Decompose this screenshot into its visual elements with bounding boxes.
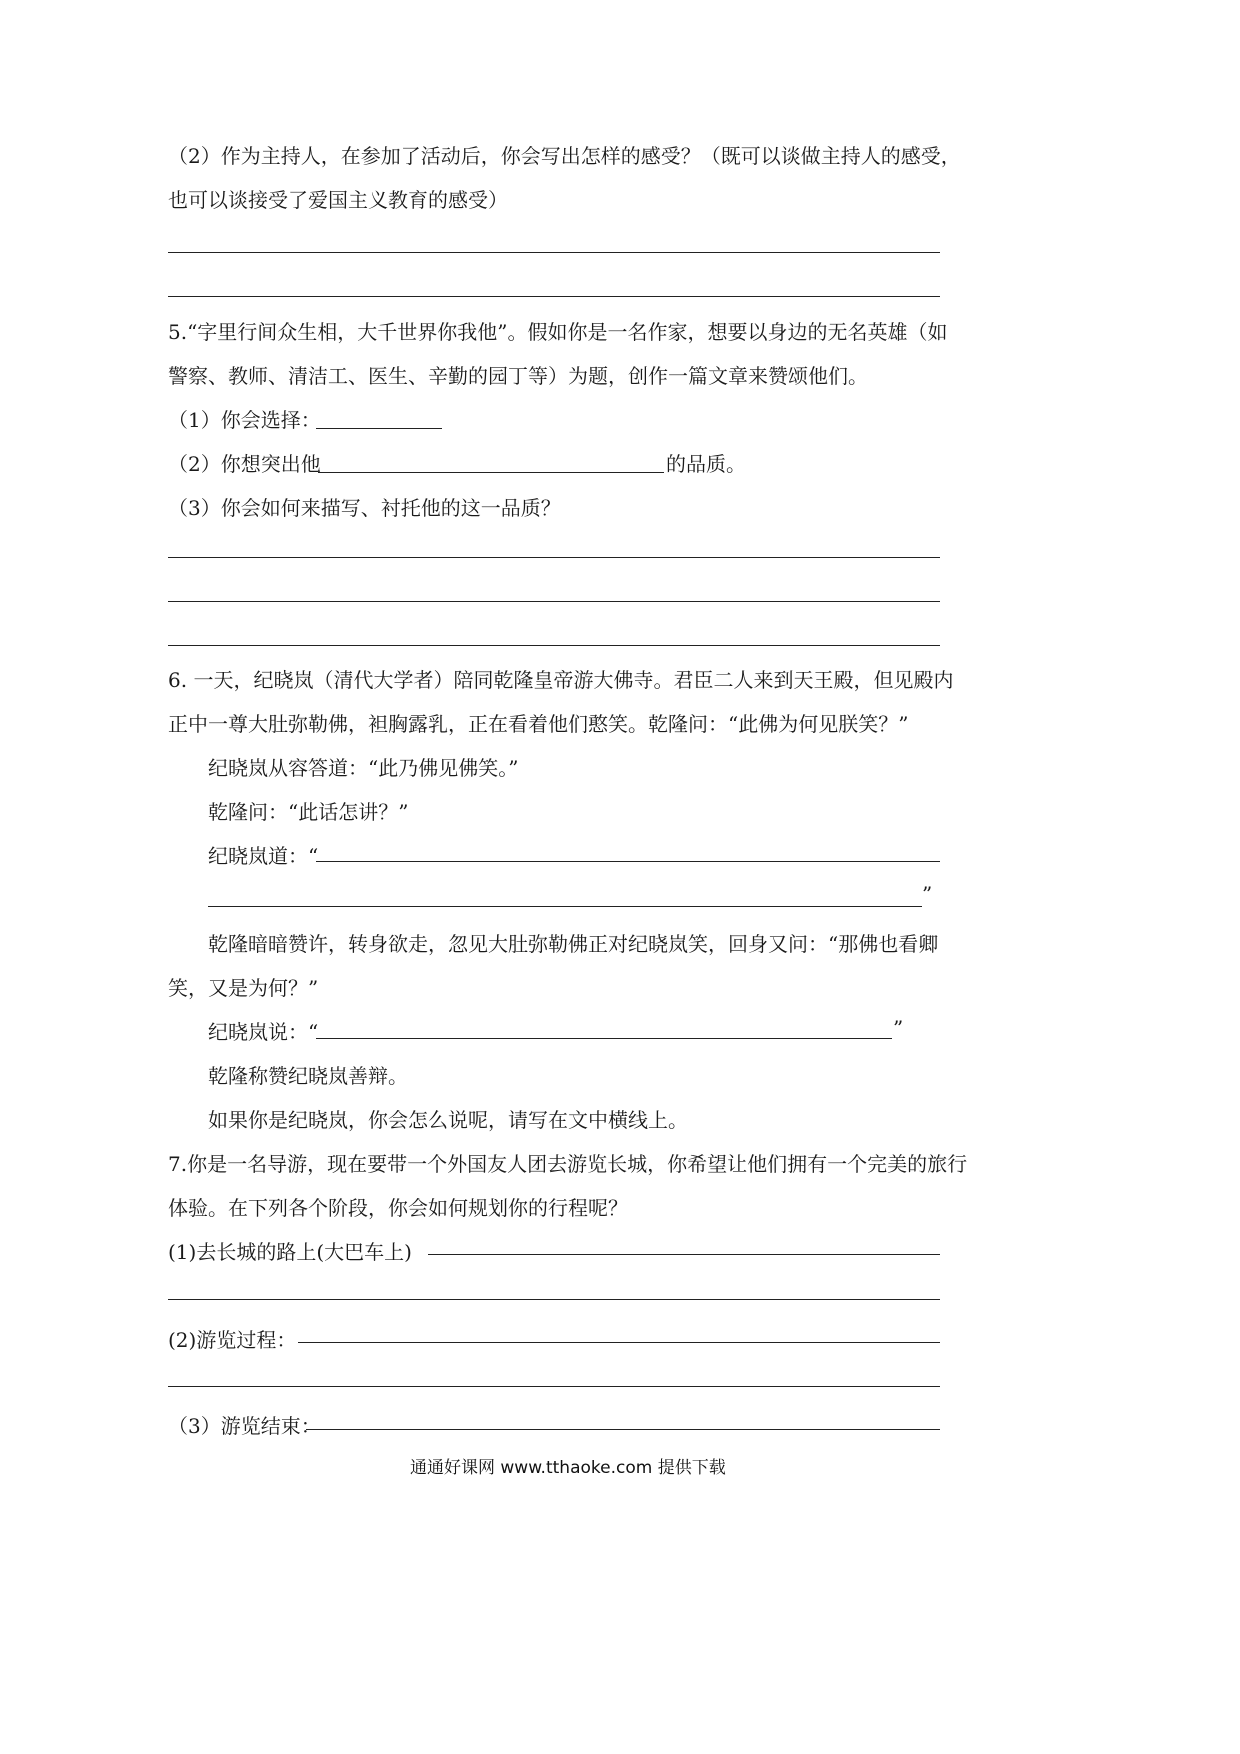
answer-blank[interactable] [298,1342,940,1343]
q5-line2: 警察、教师、清洁工、医生、辛勤的园丁等）为题，创作一篇文章来赞颂他们。 [168,364,868,388]
q7-sub1: (1)去长城的路上(大巴车上) [168,1240,412,1264]
q6-line8: 纪晓岚说：“ [208,1020,319,1044]
q4-2-line2: 也可以谈接受了爱国主义教育的感受） [168,188,508,212]
q5-sub3: （3）你会如何来描写、衬托他的这一品质？ [168,496,561,520]
q5-line1: 5.“字里行间众生相，大千世界你我他”。假如你是一名作家，想要以身边的无名英雄（如 [168,320,948,344]
q6-line6: 乾隆暗暗赞许，转身欲走，忽见大肚弥勒佛正对纪晓岚笑，回身又问：“那佛也看卿 [208,932,939,956]
q7-sub2: (2)游览过程： [168,1328,297,1352]
answer-blank[interactable] [316,861,940,862]
answer-blank[interactable] [306,1429,940,1430]
q5-sub1: （1）你会选择： [168,408,321,432]
q7-sub3: （3）游览结束： [168,1414,321,1438]
answer-line[interactable] [168,296,940,297]
answer-blank[interactable] [428,1254,940,1255]
q6-line7: 笑，又是为何？” [168,976,319,1000]
answer-line[interactable] [168,1299,940,1300]
q5-sub2-prefix: （2）你想突出他 [168,452,321,476]
q5-sub2-suffix: 的品质。 [666,452,746,476]
q4-2-line1: （2）作为主持人，在参加了活动后，你会写出怎样的感受？（既可以谈做主持人的感受， [168,144,961,168]
q7-line1: 7.你是一名导游，现在要带一个外国友人团去游览长城，你希望让他们拥有一个完美的旅行 [168,1152,968,1176]
q6-line3: 纪晓岚从容答道：“此乃佛见佛笑。” [208,756,519,780]
q6-line10: 如果你是纪晓岚，你会怎么说呢，请写在文中横线上。 [208,1108,688,1132]
answer-line[interactable] [168,557,940,558]
answer-line[interactable] [168,252,940,253]
q6-line4: 乾隆问：“此话怎讲？” [208,800,409,824]
answer-line[interactable] [168,601,940,602]
answer-blank-choice[interactable] [316,428,442,429]
footer-text: 通通好课网 www.tthaoke.com 提供下载 [410,1458,726,1478]
answer-line[interactable] [168,645,940,646]
answer-line[interactable] [168,1386,940,1387]
answer-blank[interactable] [208,906,922,907]
q6-line5: 纪晓岚道：“ [208,844,319,868]
answer-blank-quality[interactable] [318,472,664,473]
q6-line2: 正中一尊大肚弥勒佛，袒胸露乳，正在看着他们憨笑。乾隆问：“此佛为何见朕笑？” [168,712,909,736]
q6-line1: 6. 一天，纪晓岚（清代大学者）陪同乾隆皇帝游大佛寺。君臣二人来到天王殿，但见殿内 [168,668,954,692]
closing-quote: ” [922,882,933,906]
q6-line9: 乾隆称赞纪晓岚善辩。 [208,1064,408,1088]
answer-blank[interactable] [316,1038,892,1039]
closing-quote: ” [893,1016,904,1040]
q7-line2: 体验。在下列各个阶段，你会如何规划你的行程呢？ [168,1196,628,1220]
